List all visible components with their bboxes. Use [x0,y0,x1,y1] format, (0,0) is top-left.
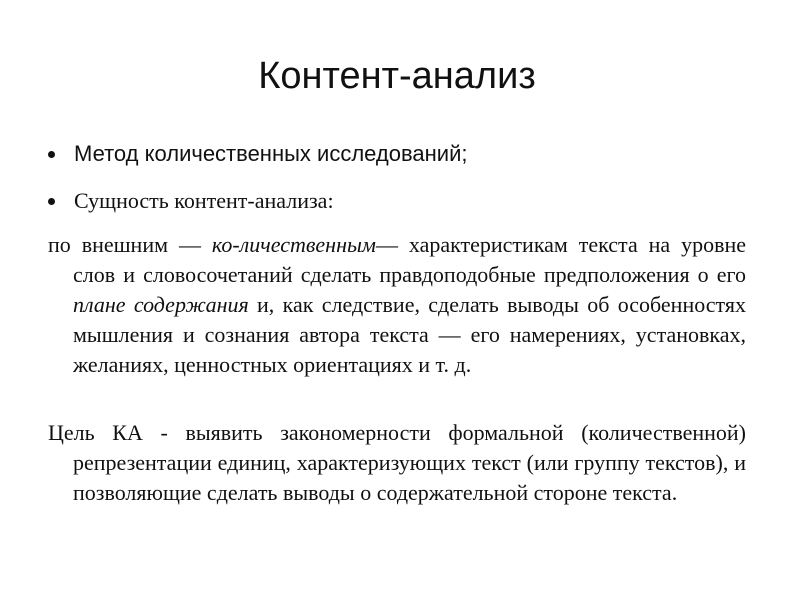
slide-title: Контент-анализ [258,55,536,97]
bullet-item-method [48,138,468,170]
bullet-text: Сущность контент-анализа: [74,188,334,213]
bullet-dot-icon [48,198,55,205]
paragraph-goal: Цель КА - выявить закономерности формальной (количественной) репрезентации единиц, характеризующих текст (или группу текстов), и позволяющие сделать выводы о содержательной стороне текста. [48,420,746,505]
emphasis-quantitative: ко-личественным [211,232,376,257]
paragraph-text-part: и, как следствие, сделать выводы об особенностях мышления и сознания автора текста — его намерениях, установках, желаниях, ценностных ориентациях и т. д. [73,292,746,377]
paragraph-text-part: — характеристикам текста на уровне слов и словосочетаний сделать правдоподобные предположения о его [73,232,747,287]
bullet-text: Метод количественных исследований; [74,141,468,166]
emphasis-content-plan: плане содержания [73,292,249,317]
paragraph-essence-description [48,230,746,380]
bullet-dot-icon [48,151,55,158]
paragraph-text-part: по внешним — [48,232,212,257]
bullet-item-essence [48,185,334,217]
